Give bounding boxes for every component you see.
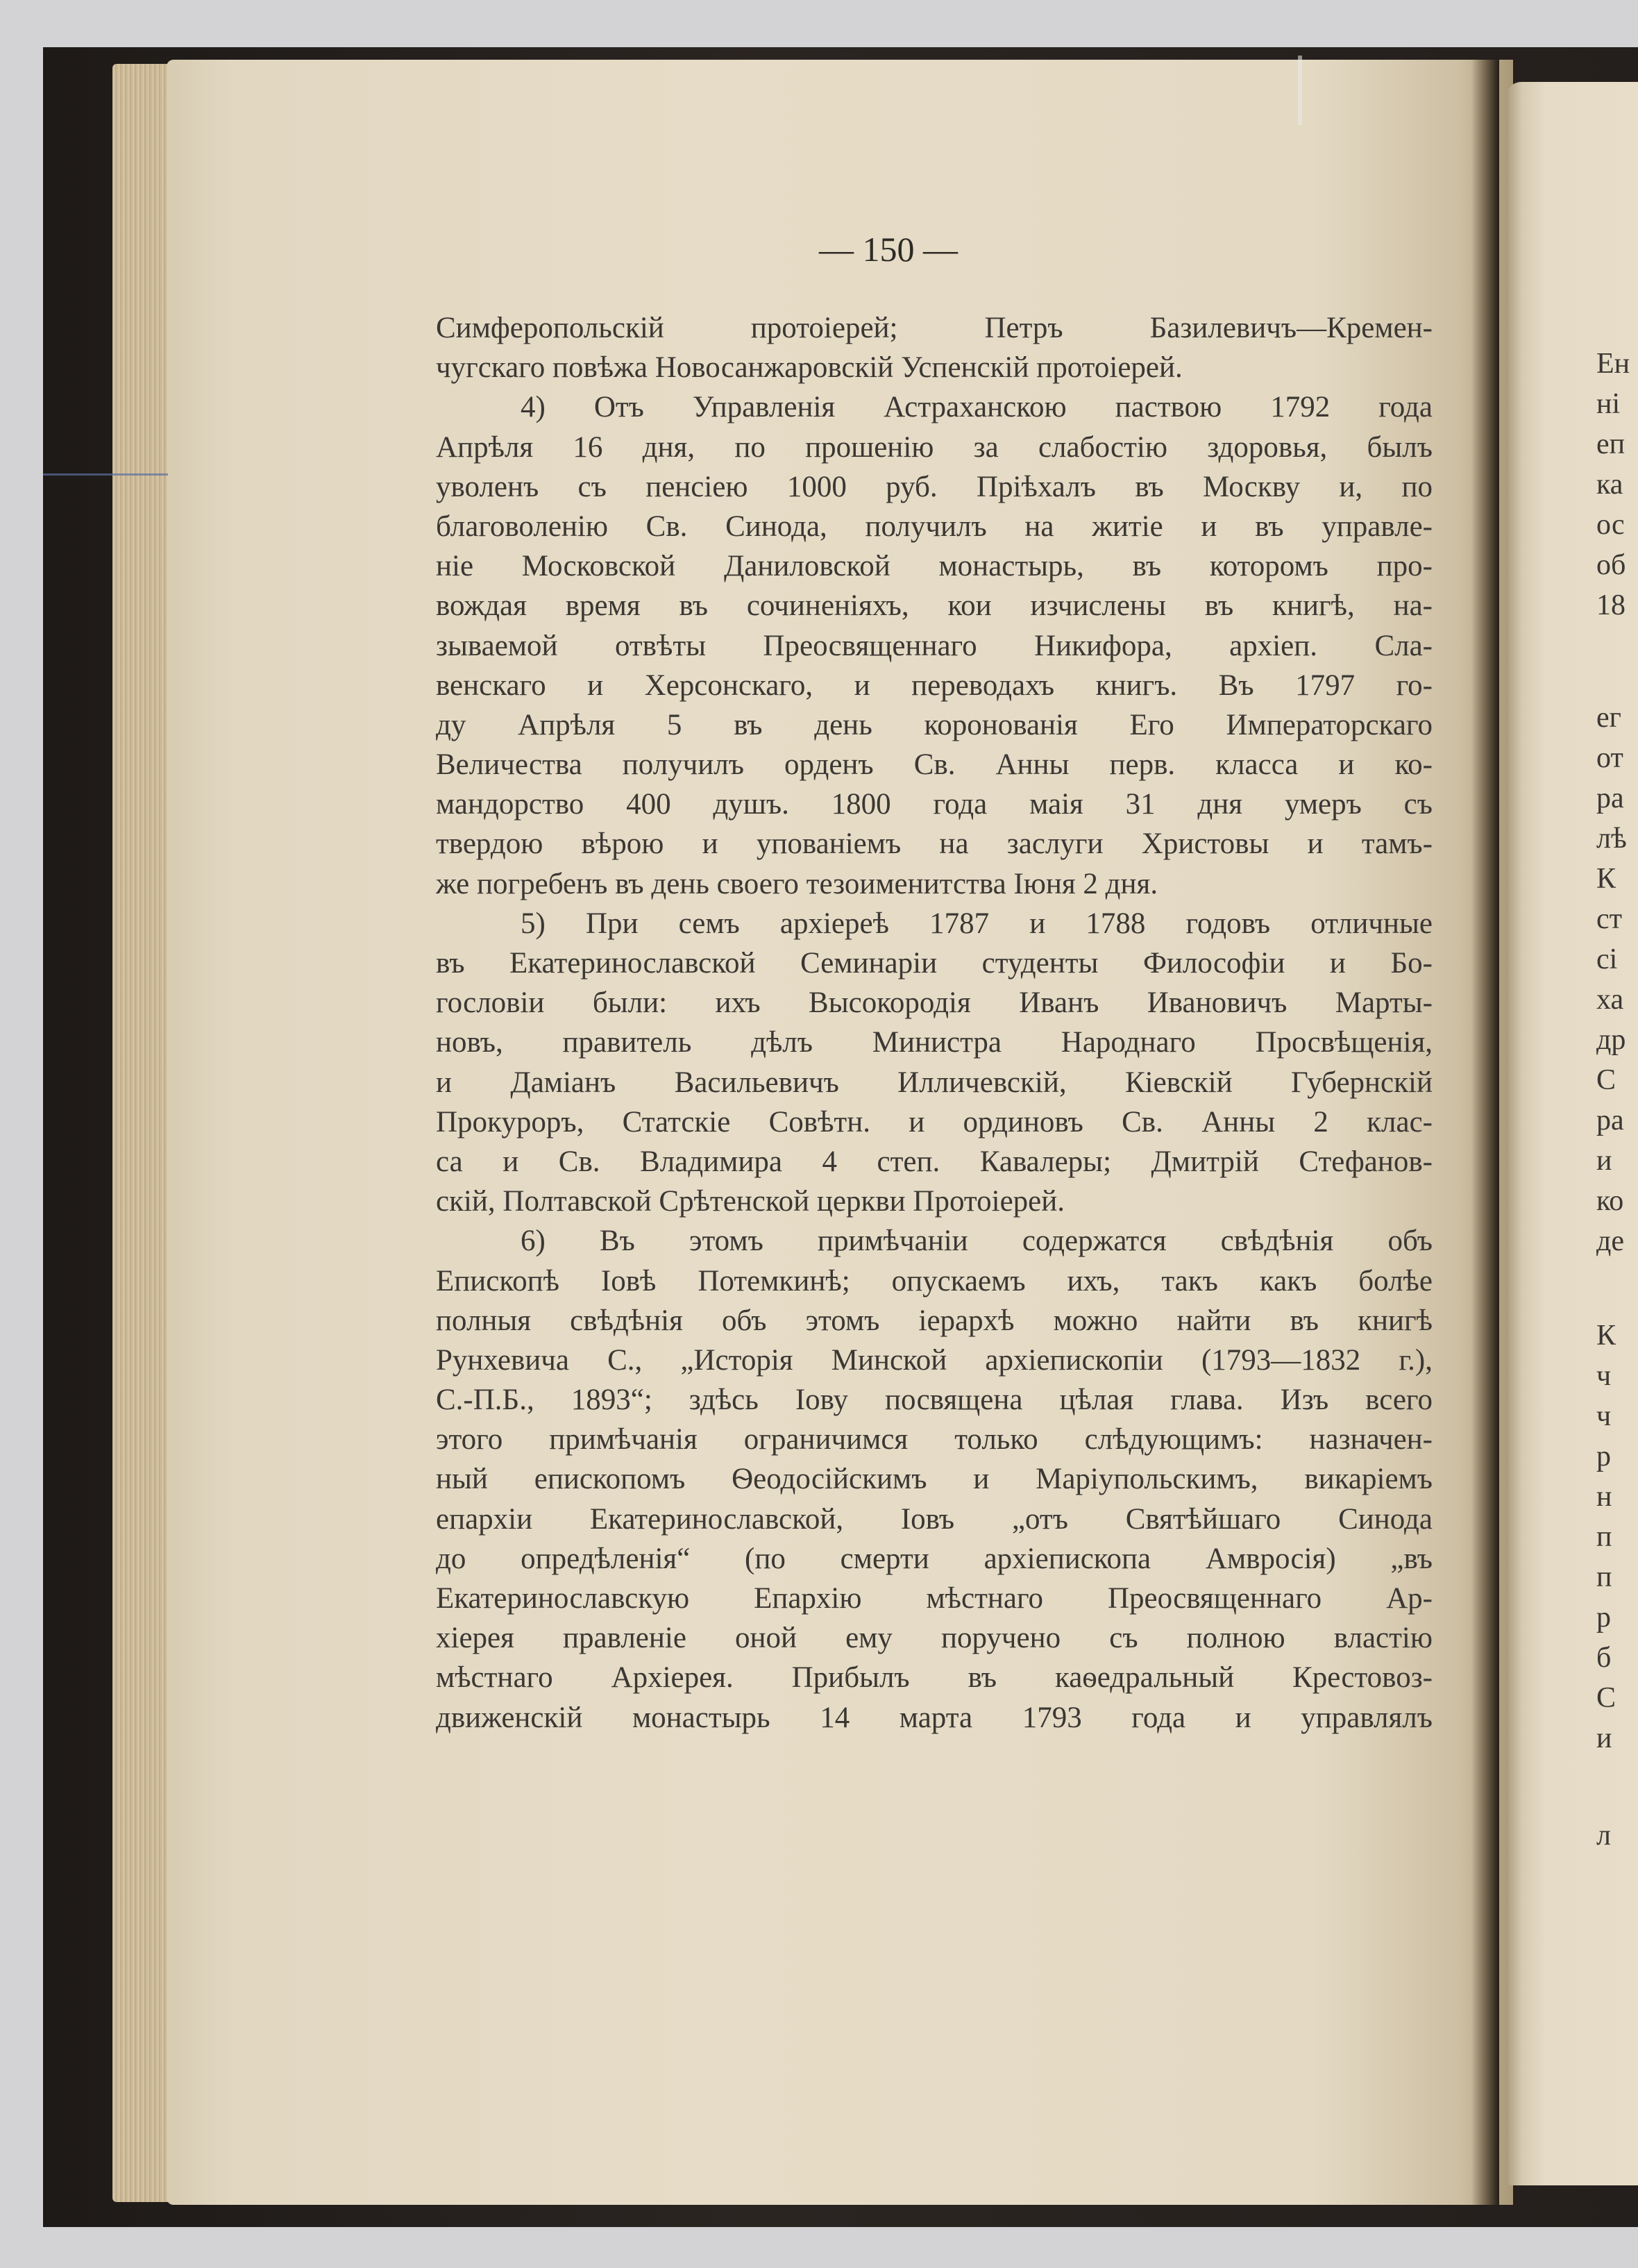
text-line: же погребенъ въ день своего тезоименитства Іюня 2 дня. xyxy=(436,867,1158,900)
next-page-fragment: Ен xyxy=(1596,348,1630,380)
text-line: епархіи Екатеринославской, Іовъ „отъ Святѣйшаго Синода xyxy=(436,1502,1433,1536)
next-page-fragment: и xyxy=(1596,1145,1612,1177)
page-gutter xyxy=(1471,60,1499,2205)
next-page-fragment: К xyxy=(1596,1320,1616,1352)
text-line: мандорство 400 душъ. 1800 года маія 31 дня умеръ съ xyxy=(436,788,1433,821)
next-page-fragment: др xyxy=(1596,1024,1626,1056)
text-line: Прокуроръ, Статскіе Совѣтн. и ординовъ Св. Анны 2 клас- xyxy=(436,1105,1433,1139)
text-line: 4) Отъ Управленія Астраханскою паствою 1792 года xyxy=(521,391,1433,424)
text-line: ный епископомъ Ѳеодосійскимъ и Маріупольскимъ, викаріемъ xyxy=(436,1463,1433,1496)
text-line: 5) При семъ архіереѣ 1787 и 1788 годовъ отличные xyxy=(521,907,1433,940)
next-page-fragment: ка xyxy=(1596,469,1623,501)
next-page-fragment: ні xyxy=(1596,388,1621,420)
text-line: въ Екатеринославской Семинаріи студенты Философіи и Бо- xyxy=(436,947,1433,980)
next-page-fragment: лѣ xyxy=(1596,823,1627,855)
text-line: ду Апрѣля 5 въ день коронованія Его Императорскаго xyxy=(436,708,1433,741)
body-text xyxy=(436,308,1433,1738)
text-line: венскаго и Херсонскаго, и переводахъ книгъ. Въ 1797 го- xyxy=(436,669,1433,702)
text-line: чугскаго повѣжа Новосанжаровскій Успенскій протоіерей. xyxy=(436,351,1183,385)
next-page-fragment: ос xyxy=(1596,509,1625,541)
text-line: уволенъ съ пенсіею 1000 руб. Пріѣхалъ въ Москву и, по xyxy=(436,470,1433,503)
text-line: 6) Въ этомъ примѣчаніи содержатся свѣдѣнія объ xyxy=(521,1225,1433,1258)
text-line: зываемой отвѣты Преосвященнаго Никифора, архіеп. Сла- xyxy=(436,629,1433,662)
text-line: мѣстнаго Архіерея. Прибылъ въ каѳедральный Крестовоз- xyxy=(436,1661,1433,1695)
next-page-fragment: л xyxy=(1596,1820,1611,1851)
text-line: Величества получилъ орденъ Св. Анны перв. класса и ко- xyxy=(436,748,1433,782)
text-line: С.-П.Б., 1893“; здѣсь Іову посвящена цѣлая глава. Изъ всего xyxy=(436,1384,1433,1417)
text-line: благоволенію Св. Синода, получилъ на житіе и въ управле- xyxy=(436,510,1433,543)
page-crease xyxy=(1298,56,1302,125)
next-page-fragment: п xyxy=(1596,1561,1612,1593)
text-line: Симферопольскій протоіерей; Петръ Базилевичъ—Кремен- xyxy=(436,312,1433,344)
text-line: Рунхевича С., „Исторія Минской архіепископіи (1793—1832 г.), xyxy=(436,1343,1433,1377)
next-page-fragment: и xyxy=(1596,1722,1612,1754)
text-line: полныя свѣдѣнія объ этомъ іерархѣ можно найти въ книгѣ xyxy=(436,1304,1433,1337)
next-page-fragment: н xyxy=(1596,1481,1612,1513)
next-page-fragment: ко xyxy=(1596,1185,1624,1217)
next-page-fragment: об xyxy=(1596,549,1626,581)
text-line: са и Св. Владимира 4 степ. Кавалеры; Дмитрій Стефанов- xyxy=(436,1145,1433,1178)
next-page-fragment: С xyxy=(1596,1064,1616,1096)
next-page-fragment: ч xyxy=(1596,1400,1612,1432)
text-line: Епископѣ Іовѣ Потемкинѣ; опускаемъ ихъ, такъ какъ болѣе xyxy=(436,1264,1433,1297)
text-line: хіерея правленіе оной ему поручено съ полною властію xyxy=(436,1622,1433,1655)
next-page-fragment: б xyxy=(1596,1642,1612,1674)
text-line: твердою вѣрою и упованіемъ на заслуги Христовы и тамъ- xyxy=(436,828,1433,861)
text-line: вождая время въ сочиненіяхъ, кои изчислены въ книгѣ, на- xyxy=(436,589,1433,623)
text-line: ніе Московской Даниловской монастырь, въ которомъ про- xyxy=(436,550,1433,583)
next-page-fragment: ра xyxy=(1596,1104,1624,1136)
text-line: новъ, правитель дѣлъ Министра Народнаго Просвѣщенія, xyxy=(436,1026,1433,1059)
next-page-fragment: п xyxy=(1596,1521,1612,1553)
text-line: Апрѣля 16 дня, по прошенію за слабостію здоровья, былъ xyxy=(436,430,1433,464)
page-edges xyxy=(112,64,175,2202)
text-line: и Даміанъ Васильевичъ Илличевскій, Кіевскій Губернскій xyxy=(436,1066,1433,1099)
text-line: Екатеринославскую Епархію мѣстнаго Преосвященнаго Ар- xyxy=(436,1582,1433,1615)
next-page-fragment: 18 xyxy=(1596,589,1626,621)
text-line: движенскій монастырь 14 марта 1793 года и управлялъ xyxy=(436,1701,1433,1734)
text-line: гословіи были: ихъ Высокородія Иванъ Ивановичъ Марты- xyxy=(436,986,1433,1020)
next-page-fragment: С xyxy=(1596,1682,1616,1714)
next-page-fragment: ха xyxy=(1596,984,1624,1016)
next-page-fragment: р xyxy=(1596,1440,1611,1472)
page-number: — 150 — xyxy=(819,230,958,269)
next-page-fragment: К xyxy=(1596,863,1616,895)
text-line: этого примѣчанія ограничимся только слѣдующимъ: назначен- xyxy=(436,1423,1433,1456)
margin-line xyxy=(43,473,168,476)
next-page-fragment: ч xyxy=(1596,1360,1612,1392)
next-page-fragment: де xyxy=(1596,1225,1625,1257)
next-page-fragment: ра xyxy=(1596,782,1624,814)
next-page-fragment: ст xyxy=(1596,903,1622,935)
next-page-fragment: сі xyxy=(1596,943,1618,975)
next-page-fragment: еп xyxy=(1596,428,1626,460)
next-page-fragment: р xyxy=(1596,1602,1611,1633)
text-line: скій, Полтавской Срѣтенской церкви Протоіерей. xyxy=(436,1185,1065,1218)
next-page-fragment: ег xyxy=(1596,702,1621,734)
next-page-fragment: от xyxy=(1596,742,1623,774)
text-line: до опредѣленія“ (по смерти архіепископа Амвросія) „въ xyxy=(436,1542,1433,1575)
next-page-text xyxy=(1596,347,1638,1874)
